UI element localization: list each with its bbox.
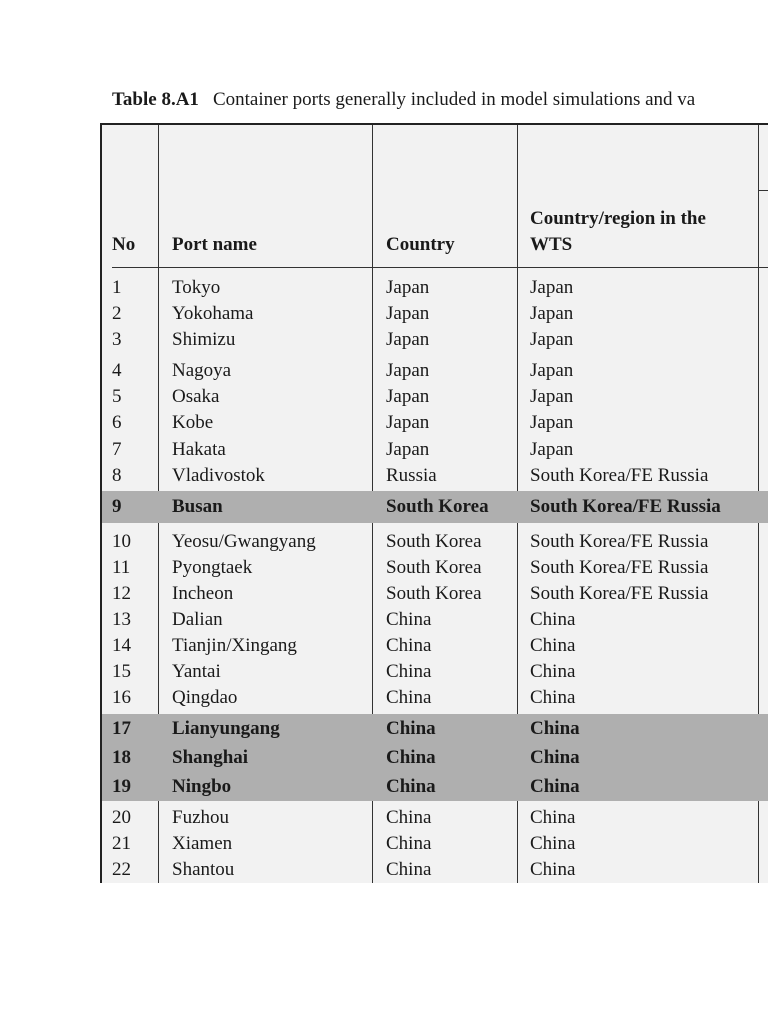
table-row: [102, 685, 768, 711]
row-country: Russia: [386, 465, 437, 486]
row-no: 1: [112, 277, 122, 298]
row-country: China: [386, 635, 432, 656]
row-no: 12: [112, 583, 131, 604]
row-no: 7: [112, 439, 122, 460]
row-no: 18: [112, 747, 131, 768]
row-region: Japan: [530, 329, 574, 350]
table-row: [102, 384, 768, 410]
table-row: [102, 529, 768, 555]
row-region: Japan: [530, 277, 574, 298]
header-no: No: [112, 234, 136, 255]
row-country: China: [386, 718, 436, 739]
row-port-name: Kobe: [172, 412, 214, 433]
header-port-name: Port name: [172, 234, 257, 255]
row-region: Japan: [530, 360, 574, 381]
table-caption: [112, 88, 695, 112]
row-no: 2: [112, 303, 122, 324]
header-group-rule: [759, 190, 768, 191]
row-country: South Korea: [386, 557, 482, 578]
row-region: China: [530, 776, 580, 797]
row-port-name: Yantai: [172, 661, 221, 682]
row-region: South Korea/FE Russia: [530, 465, 709, 486]
table-row: [102, 805, 768, 831]
row-no: 9: [112, 496, 122, 517]
row-region: China: [530, 859, 576, 880]
table-caption-label: Table 8.A1: [112, 89, 199, 110]
row-no: 8: [112, 465, 122, 486]
row-region: South Korea/FE Russia: [530, 496, 721, 517]
row-port-name: Yeosu/Gwangyang: [172, 531, 316, 552]
row-port-name: Vladivostok: [172, 465, 265, 486]
row-region: China: [530, 661, 576, 682]
row-port-name: Dalian: [172, 609, 223, 630]
row-port-name: Shantou: [172, 859, 235, 880]
row-port-name: Tokyo: [172, 277, 221, 298]
table-row: [102, 275, 768, 301]
row-region: China: [530, 718, 580, 739]
table-row: [102, 607, 768, 633]
table-row: [102, 659, 768, 685]
row-no: 21: [112, 833, 131, 854]
table-row: [102, 857, 768, 883]
row-no: 13: [112, 609, 131, 630]
table-row: [102, 633, 768, 659]
table-caption-text: Container ports generally included in model simulations and va: [212, 89, 696, 110]
table-row: [102, 358, 768, 384]
row-no: 11: [112, 557, 131, 578]
row-no: 16: [112, 687, 131, 708]
row-no: 14: [112, 635, 131, 656]
row-port-name: Incheon: [172, 583, 234, 604]
row-region: China: [530, 687, 576, 708]
table-row: [102, 327, 768, 353]
header-country: Country: [386, 234, 455, 255]
row-port-name: Lianyungang: [172, 718, 280, 739]
table-row: [102, 437, 768, 463]
row-country: Japan: [386, 329, 430, 350]
table-row: [102, 410, 768, 436]
row-country: South Korea: [386, 496, 489, 517]
table-row: [102, 491, 768, 523]
row-country: South Korea: [386, 583, 482, 604]
row-port-name: Hakata: [172, 439, 226, 460]
row-port-name: Xiamen: [172, 833, 233, 854]
header-region-line2: WTS: [530, 234, 573, 255]
table-row: [102, 581, 768, 607]
row-region: Japan: [530, 412, 574, 433]
row-region: Japan: [530, 439, 574, 460]
row-port-name: Qingdao: [172, 687, 238, 708]
row-port-name: Yokohama: [172, 303, 254, 324]
row-country: South Korea: [386, 531, 482, 552]
row-country: Japan: [386, 412, 430, 433]
row-country: China: [386, 687, 432, 708]
row-country: China: [386, 776, 436, 797]
table-row: [102, 555, 768, 581]
header-rule: [112, 267, 768, 268]
row-country: Japan: [386, 360, 430, 381]
row-no: 15: [112, 661, 131, 682]
row-region: China: [530, 747, 580, 768]
row-region: South Korea/FE Russia: [530, 531, 709, 552]
row-port-name: Shanghai: [172, 747, 249, 768]
row-region: South Korea/FE Russia: [530, 557, 709, 578]
row-region: China: [530, 635, 576, 656]
row-country: Japan: [386, 439, 430, 460]
row-no: 19: [112, 776, 131, 797]
row-port-name: Ningbo: [172, 776, 232, 797]
row-country: Japan: [386, 277, 430, 298]
row-country: China: [386, 747, 436, 768]
header-region-line1: Country/region in the: [530, 208, 706, 229]
row-region: Japan: [530, 303, 574, 324]
row-region: South Korea/FE Russia: [530, 583, 709, 604]
row-region: Japan: [530, 386, 574, 407]
row-country: Japan: [386, 303, 430, 324]
row-port-name: Fuzhou: [172, 807, 229, 828]
table-row: [102, 772, 768, 801]
row-no: 6: [112, 412, 122, 433]
row-no: 4: [112, 360, 122, 381]
row-no: 10: [112, 531, 131, 552]
row-country: China: [386, 609, 432, 630]
row-country: Japan: [386, 386, 430, 407]
row-no: 17: [112, 718, 131, 739]
table-row: [102, 463, 768, 489]
row-port-name: Pyongtaek: [172, 557, 253, 578]
row-country: China: [386, 661, 432, 682]
ports-table: [100, 123, 768, 883]
row-port-name: Nagoya: [172, 360, 232, 381]
row-port-name: Tianjin/Xingang: [172, 635, 297, 656]
table-row: [102, 714, 768, 743]
table-row: [102, 831, 768, 857]
row-port-name: Osaka: [172, 386, 220, 407]
row-no: 5: [112, 386, 122, 407]
row-no: 20: [112, 807, 131, 828]
row-country: China: [386, 807, 432, 828]
row-region: China: [530, 609, 576, 630]
table-row: [102, 743, 768, 772]
table-row: [102, 301, 768, 327]
row-region: China: [530, 833, 576, 854]
row-port-name: Shimizu: [172, 329, 236, 350]
row-region: China: [530, 807, 576, 828]
row-country: China: [386, 859, 432, 880]
row-port-name: Busan: [172, 496, 223, 517]
row-no: 22: [112, 859, 131, 880]
row-no: 3: [112, 329, 122, 350]
row-country: China: [386, 833, 432, 854]
